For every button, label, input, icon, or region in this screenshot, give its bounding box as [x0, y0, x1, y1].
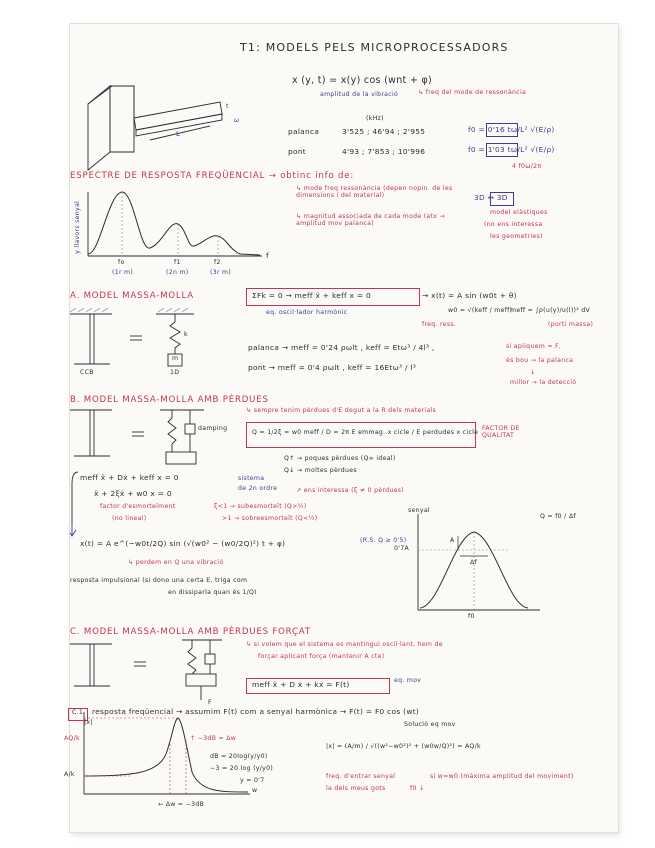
spectrum-point-2: ↳ magnitud associada de cada mode (atx → amplitud mov palanca) — [296, 213, 445, 227]
q-graph-ylabel: senyal — [408, 507, 430, 514]
notebook-page — [64, 24, 618, 832]
c1-bottom-3: f0 ↓ — [410, 785, 425, 792]
section-c-eq-note: eq. mov — [394, 677, 422, 684]
interest-note: ↗ ens interessa (ξ ≠ 0 pèrdues) — [296, 487, 405, 494]
case-over: >1 → sobreesmorteït (Q<½) — [222, 515, 318, 522]
c1-y-mark: AQ/k — [64, 735, 80, 742]
q-graph-df: Δf — [470, 559, 478, 566]
row-palanca-formula: f0 = 0'16 tω/L² √(E/ρ) — [468, 125, 555, 134]
tick-note-2: (2n m) — [166, 269, 189, 276]
dim-note-1: model elàstiques — [490, 209, 548, 216]
spectrum-point-1: ↳ mode freq ressonància (depen nopin. de les dimensions i del material) — [296, 185, 453, 199]
c1-amplitude: |x| = (A/m) / √((w²−w0²)² + (w0w/Q)²) = AQ/k — [326, 743, 481, 750]
spectrum-xlabel: f — [266, 251, 269, 260]
c1-y-top: |x| — [84, 719, 93, 726]
dim-note-3: les geometries) — [490, 233, 543, 240]
tick-note-1: (1r m) — [112, 269, 134, 276]
q-graph-x: f0 — [468, 613, 475, 620]
formula-box-palanca — [486, 123, 518, 137]
section-c-heading: C. MODEL MASSA-MOLLA AMB PÈRDUES FORÇAT — [70, 627, 311, 637]
tick-f1: f1 — [174, 259, 181, 266]
decay-note: ↳ perdem en Q una vibració — [128, 559, 224, 566]
q-equation: Q = 1/2ξ = w0 meff / D = 2π E emmag. x cicle / E perdudes x cicle — [252, 429, 479, 436]
q-point-1: Q↑ → poques pèrdues (Q∞ ideal) — [284, 455, 396, 462]
section-c-sketch — [70, 640, 222, 700]
label-1d: 1D — [170, 369, 180, 376]
ode-2: ẍ + 2ξẋ + w0 x = 0 — [94, 489, 172, 498]
section-a-row-pont: pont → meff = 0'4 ρωlt , keff = 16Etω³ / l³ — [248, 363, 417, 372]
force-label: F — [208, 699, 212, 706]
section-a-side-3: ↓ — [530, 369, 536, 376]
c1-bottom-1: freq. d'entrar senyal — [326, 773, 396, 780]
xi-sub: (no lineal) — [112, 515, 147, 522]
case-under: ξ<1 → subesmorteït (Q>½) — [214, 503, 307, 510]
row-pont-formula: f0 = 1'03 tω/L² √(E/ρ) — [468, 145, 555, 154]
section-a-side-4: millor → la detecció — [510, 379, 577, 386]
formula-box-pont — [486, 143, 518, 157]
q-factor-label: FACTOR DE QUALITAT — [482, 425, 520, 439]
tick-f0: fo — [118, 259, 125, 266]
section-c-note-2: forçar aplicant força (mantenir A cte) — [258, 653, 385, 660]
cantilever-sketch — [88, 86, 222, 170]
svg-text:t: t — [226, 103, 229, 110]
section-a-side-2: és bou → la palanca — [506, 357, 574, 364]
spectrum-ylabel: y llavors senyal — [74, 200, 82, 254]
tick-f2: f2 — [214, 259, 221, 266]
q-graph-axes — [418, 514, 540, 610]
c1-bottom-2: la dels meus gots — [326, 785, 386, 792]
q-graph-peak: A — [450, 537, 455, 544]
section-a-solution: → x(t) = A sin (w0t + θ) — [422, 291, 517, 300]
dim-box-label: 3D ↔ 3D — [474, 193, 508, 202]
spectrum-curve — [88, 192, 260, 255]
q-graph-formula: Q = f0 / Δf — [540, 513, 576, 520]
ode-1-note: sistema — [238, 475, 265, 482]
section-a-w0: w0 = √(keff / meff) — [448, 307, 513, 314]
section-b-sol-note: (R.S. Q ≥ 0'5) — [360, 537, 407, 544]
section-a-meff-note: (porti massa) — [548, 321, 594, 328]
row-palanca-values: 3'525 ; 46'94 ; 2'955 — [342, 127, 426, 136]
label-m: m — [172, 355, 179, 362]
row-pont-values: 4'93 ; 7'853 ; 10'996 — [342, 147, 426, 156]
svg-text:L: L — [176, 130, 180, 138]
c1-solution-label: Solució eq mov — [404, 721, 456, 728]
c1-bottom-note: si w=w0 (màxima amplitud del moviment) — [430, 773, 574, 780]
section-c-equation: meff ẍ + D ẋ + kx = F(t) — [252, 680, 350, 689]
q-graph-yval: 0'7A — [394, 545, 410, 552]
c1-bw: ← Δw = −3dB — [158, 801, 205, 808]
spectrum-heading: ESPECTRE DE RESPOSTA FREQÜENCIAL → obtinc info de: — [70, 171, 355, 181]
section-a-meff: meff = ∫ρ(u(y)/u(l))² dV — [510, 307, 591, 314]
ode-2-note: de 2n ordre — [238, 485, 278, 492]
c1-x: w — [252, 787, 258, 794]
section-a-eq-note: eq. oscil·lador harmònic — [266, 309, 348, 316]
tick-note-3: (3r m) — [210, 269, 232, 276]
section-a-side-1: si apliquem = F, — [506, 343, 562, 350]
c1-label: C.1 — [72, 709, 84, 716]
c1-db-rel-2: −3 = 20 log (y/y0) — [210, 765, 274, 772]
section-a-freq-note: freq. ress. — [422, 321, 457, 328]
page-title: T1: MODELS PELS MICROPROCESSADORS — [240, 41, 509, 54]
section-c-note-1: ↳ si volem que el sistema es mantingui oscil·lant, hem de — [246, 641, 443, 648]
label-ccb: CCB — [80, 369, 94, 376]
section-b-sketch — [70, 410, 204, 464]
ratio-note: 4 f0ω/2π — [512, 163, 542, 170]
section-b-solution: x(t) = A e^(−w0t/2Q) sin (√(w0² − (w0/2Q)²) t + φ) — [80, 539, 286, 548]
frequency-note: ↳ freq del mode de ressonància — [418, 89, 527, 96]
xi-note: factor d'esmorteïment — [100, 503, 176, 510]
wave-equation: x (y, t) = x(y) cos (wnt + φ) — [292, 75, 433, 86]
damping-label: damping — [198, 425, 228, 432]
table-unit-header: (kHz) — [366, 115, 384, 122]
section-a-row-palanca: palanca → meff = 0'24 ρωlt , keff = Etω³ / 4l³ , — [248, 343, 435, 352]
row-palanca-label: palanca — [288, 127, 320, 136]
c1-db: ↑ −3dB = Δw — [190, 735, 237, 742]
c1-text: resposta freqüencial → assumim F(t) com a senyal harmònica → F(t) = F0 cos (wt) — [92, 707, 420, 716]
section-b-note: ↳ sempre tenim pèrdues d'E degut a la R dels materials — [246, 407, 437, 414]
svg-text:ω: ω — [234, 117, 240, 124]
label-k: k — [184, 331, 188, 338]
section-b-heading: B. MODEL MASSA-MOLLA AMB PÈRDUES — [70, 395, 269, 405]
section-a-heading: A. MODEL MASSA-MOLLA — [70, 291, 194, 301]
row-pont-label: pont — [288, 147, 306, 156]
c1-db-rel-1: dB = 20log(y/y0) — [210, 753, 268, 760]
q-point-2: Q↓ → moltes pèrdues — [284, 467, 357, 474]
section-a-equation: ΣFk = 0 → meff ẍ + keff x = 0 — [252, 291, 372, 300]
c1-db-rel-3: y = 0'7 — [240, 777, 265, 784]
c1-y-low: A/k — [64, 771, 75, 778]
dim-note-2: (no ens interessa — [484, 221, 543, 228]
impulse-note-2: en dissiparla quan és 1/Q) — [168, 589, 257, 596]
ode-1: meff ẍ + Dẋ + keff x = 0 — [80, 473, 179, 482]
amplitude-note: amplitud de la vibració — [320, 91, 399, 98]
impulse-note-1: resposta impulsional (si dono una certa E, triga com — [70, 577, 248, 584]
